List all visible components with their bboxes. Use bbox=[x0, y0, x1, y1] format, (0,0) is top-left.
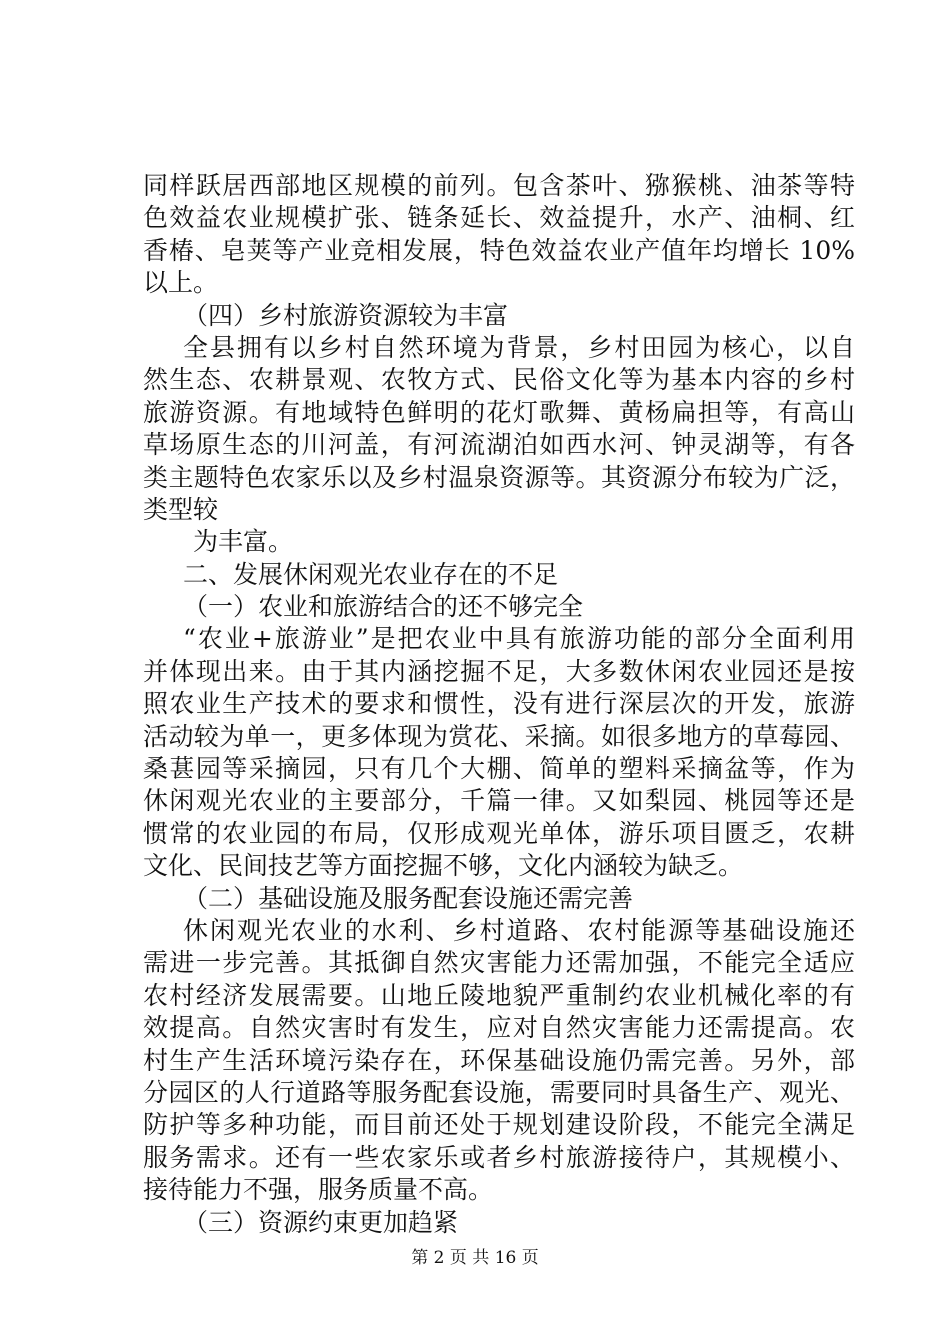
paragraph-line: 休闲观光农业的水利、乡村道路、农村能源等基础设施还 bbox=[183, 915, 855, 945]
subsection-heading: （二）基础设施及服务配套设施还需完善 bbox=[183, 883, 634, 913]
paragraph-line: 需进一步完善。其抵御自然灾害能力还需加强，不能完全适应 bbox=[143, 948, 855, 978]
subsection-heading: （一）农业和旅游结合的还不够完全 bbox=[183, 592, 584, 622]
paragraph-line: 接待能力不强，服务质量不高。 bbox=[143, 1175, 494, 1205]
paragraph-line: 活动较为单一，更多体现为赏花、采摘。如很多地方的草莓园、 bbox=[143, 721, 855, 751]
paragraph-line: 照农业生产技术的要求和惯性，没有进行深层次的开发，旅游 bbox=[143, 689, 855, 719]
paragraph-line: 类型较 bbox=[143, 494, 219, 524]
paragraph-line: 桑葚园等采摘园，只有几个大棚、简单的塑料采摘盆等，作为 bbox=[143, 754, 855, 784]
paragraph-line: 服务需求。还有一些农家乐或者乡村旅游接待户，其规模小、 bbox=[143, 1142, 855, 1172]
paragraph-line: 以上。 bbox=[143, 268, 219, 298]
paragraph-line: 村生产生活环境污染存在，环保基础设施仍需完善。另外，部 bbox=[143, 1045, 855, 1075]
paragraph-line: 文化、民间技艺等方面挖掘不够，文化内涵较为缺乏。 bbox=[143, 851, 744, 881]
paragraph-line: “农业+旅游业”是把农业中具有旅游功能的部分全面利用 bbox=[183, 624, 855, 654]
paragraph-line: 香椿、皂荚等产业竞相发展，特色效益农业产值年均增长 10% bbox=[143, 235, 855, 265]
page-number-footer: 第 2 页 共 16 页 bbox=[411, 1248, 539, 1268]
paragraph-line: 休闲观光农业的主要部分，千篇一律。又如梨园、桃园等还是 bbox=[143, 786, 855, 816]
section-heading: 二、发展休闲观光农业存在的不足 bbox=[183, 559, 559, 589]
paragraph-line: 惯常的农业园的布局，仅形成观光单体，游乐项目匮乏，农耕 bbox=[143, 818, 855, 848]
paragraph-line: 全县拥有以乡村自然环境为背景，乡村田园为核心，以自 bbox=[183, 332, 855, 362]
section-heading: （四）乡村旅游资源较为丰富 bbox=[183, 300, 509, 330]
paragraph-line: 农村经济发展需要。山地丘陵地貌严重制约农业机械化率的有 bbox=[143, 980, 855, 1010]
paragraph-line: 防护等多种功能，而目前还处于规划建设阶段，不能完全满足 bbox=[143, 1110, 855, 1140]
paragraph-line: 草场原生态的川河盖，有河流湖泊如西水河、钟灵湖等，有各 bbox=[143, 430, 855, 460]
paragraph-line: 为丰富。 bbox=[193, 527, 294, 557]
paragraph-line: 效提高。自然灾害时有发生，应对自然灾害能力还需提高。农 bbox=[143, 1013, 855, 1043]
paragraph-line: 分园区的人行道路等服务配套设施，需要同时具备生产、观光、 bbox=[143, 1077, 855, 1107]
paragraph-line: 然生态、农耕景观、农牧方式、民俗文化等为基本内容的乡村 bbox=[143, 365, 855, 395]
paragraph-line: 旅游资源。有地域特色鲜明的花灯歌舞、黄杨扁担等，有高山 bbox=[143, 397, 855, 427]
paragraph-line: 色效益农业规模扩张、链条延长、效益提升，水产、油桐、红 bbox=[143, 203, 855, 233]
body-text bbox=[143, 170, 855, 1239]
paragraph-line: 类主题特色农家乐以及乡村温泉资源等。其资源分布较为广泛， bbox=[143, 462, 855, 492]
subsection-heading: （三）资源约束更加趋紧 bbox=[183, 1207, 459, 1237]
paragraph-line: 同样跃居西部地区规模的前列。包含茶叶、猕猴桃、油茶等特 bbox=[143, 171, 855, 200]
paragraph-line: 并体现出来。由于其内涵挖掘不足，大多数休闲农业园还是按 bbox=[143, 656, 855, 686]
